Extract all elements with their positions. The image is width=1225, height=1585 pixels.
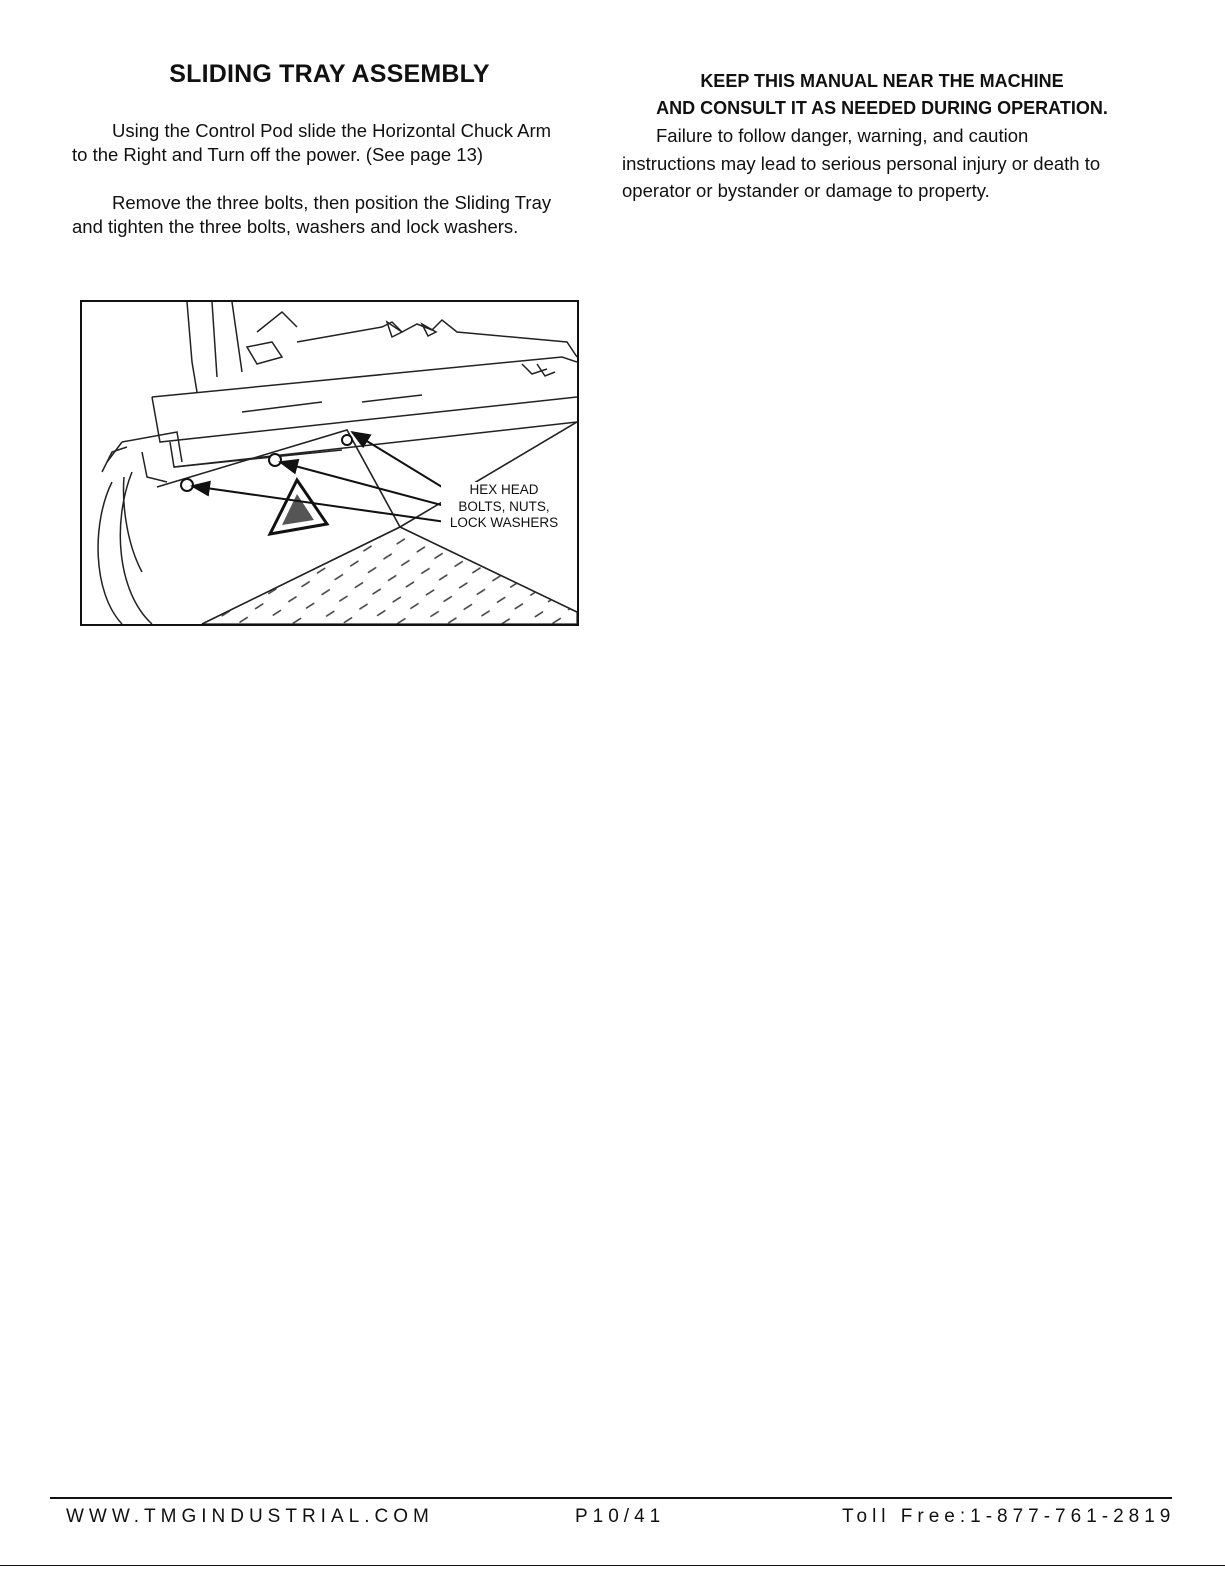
instruction-1-line-2: to the Right and Turn off the power. (See page 13) (72, 144, 484, 165)
sliding-tray-illustration (80, 300, 579, 626)
instruction-paragraph-2 (72, 191, 587, 239)
footer-phone: Toll Free:1-877-761-2819 (842, 1506, 1176, 1527)
notice-heading-line-2: AND CONSULT IT AS NEEDED DURING OPERATION. (656, 98, 1108, 118)
notice-body-line-3: operator or bystander or damage to property. (622, 180, 990, 201)
page-bottom-edge (0, 1565, 1225, 1566)
bolt-2 (269, 454, 281, 466)
bolt-callout-label (441, 482, 567, 532)
notice-body-line-2: instructions may lead to serious personal injury or death to (622, 152, 1101, 174)
instruction-paragraph-1 (72, 119, 587, 167)
footer-divider (50, 1497, 1172, 1499)
sliding-tray-drawing (82, 302, 577, 624)
instruction-2-line-2: and tighten the three bolts, washers and lock washers. (72, 216, 519, 237)
left-column (72, 60, 587, 263)
instruction-1-line-1: Using the Control Pod slide the Horizontal Chuck Arm (112, 120, 552, 141)
checker-plate-floor (202, 527, 577, 624)
callout-line-2: BOLTS, NUTS, (458, 498, 550, 514)
chuck-arm-sketch (102, 302, 577, 482)
callout-line-3: LOCK WASHERS (449, 515, 559, 530)
callout-arrows (192, 432, 460, 524)
warning-triangle-icon (270, 480, 327, 534)
notice-heading-line-1: KEEP THIS MANUAL NEAR THE MACHINE (700, 71, 1064, 91)
bolt-1 (181, 479, 193, 491)
footer-page-number: P10/41 (575, 1506, 666, 1527)
notice-body-line-1: Failure to follow danger, warning, and caution (656, 125, 1029, 146)
safety-notice-paragraph (622, 122, 1142, 205)
footer-website: WWW.TMGINDUSTRIAL.COM (66, 1506, 434, 1527)
roller-sketch (98, 472, 152, 624)
bolt-3 (342, 435, 352, 445)
page-title: SLIDING TRAY ASSEMBLY (169, 60, 490, 88)
right-column (622, 68, 1142, 205)
callout-line-1: HEX HEAD (469, 482, 539, 497)
manual-notice-heading (622, 68, 1142, 122)
instruction-2-line-1: Remove the three bolts, then position the Sliding Tray (112, 192, 552, 213)
